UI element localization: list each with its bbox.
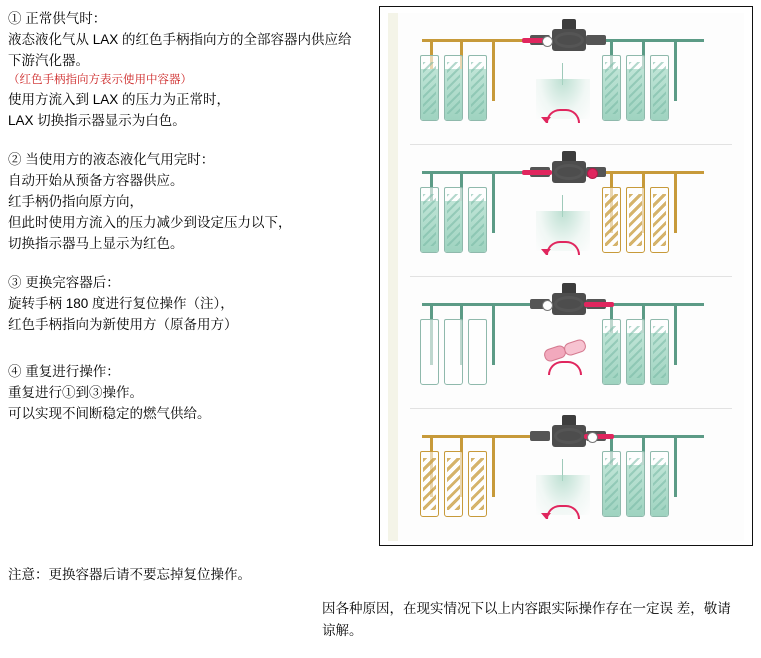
stage-4-right-riser-c: [674, 435, 677, 497]
cylinder: [650, 187, 669, 253]
disclaimer-text: 因各种原因，在现实情况下以上内容跟实际操作存在一定误 差，敬请谅解。: [322, 601, 731, 638]
cylinder: [444, 187, 463, 253]
step-2-line-2: 自动开始从预备方容器供应。: [8, 173, 184, 188]
step-2-line-1: ② 当使用方的液态液化气用完时：: [8, 152, 215, 167]
step-1-line-6: LAX 切换指示器显示为白色。: [8, 113, 186, 128]
cylinder: [468, 55, 487, 121]
stage-4-switching-valve[interactable]: [526, 415, 612, 459]
cylinder: [650, 55, 669, 121]
cylinder: [626, 451, 645, 517]
valve-handwheel-icon[interactable]: [554, 164, 584, 180]
step-3-line-1: ③ 更换完容器后：: [8, 275, 120, 290]
instruction-text-column: [8, 8, 368, 442]
cylinder: [420, 319, 439, 385]
stage-3-right-cylinder-bank: [602, 319, 669, 385]
step-2-line-4: 但此时使用方流入的压力减少到设定压力以下，: [8, 215, 292, 230]
stage-3-left-cylinder-bank: [420, 319, 487, 385]
step-3-block: [8, 272, 368, 335]
cylinder: [420, 55, 439, 121]
cylinder: [626, 55, 645, 121]
stage-1-left-header-pipe: [422, 39, 508, 42]
panel-left-margin-strip: [388, 13, 398, 541]
step-3-line-3: 红色手柄指向为新使用方（原备用方）: [8, 317, 238, 332]
caution-note: 注意：更换容器后请不要忘掉复位操作。: [8, 567, 251, 582]
step-1-line-5: 使用方流入到 LAX 的压力为正常时，: [8, 92, 231, 107]
cylinder: [420, 451, 439, 517]
stage-1-left-riser-c: [492, 39, 495, 101]
cylinder: [602, 319, 621, 385]
valve-handwheel-icon[interactable]: [554, 296, 584, 312]
cylinder: [602, 451, 621, 517]
step-1-line-3: 下游汽化器。: [8, 53, 89, 68]
cylinder: [650, 319, 669, 385]
diagram-canvas: [388, 13, 744, 541]
cylinder: [468, 187, 487, 253]
cylinder: [602, 187, 621, 253]
stage-3-left-header-pipe: [422, 303, 540, 306]
stage-1-reset-arrow-head-icon: [541, 117, 551, 123]
status-indicator: [587, 432, 598, 443]
stage-1-left-cylinder-bank: [420, 55, 487, 121]
step-2-line-3: 红手柄仍指向原方向，: [8, 194, 143, 209]
replacement-tank-icon: [563, 338, 588, 357]
step-1-line-1: ① 正常供气时：: [8, 11, 107, 26]
step-3-line-2: 旋转手柄 180 度进行复位操作（注），: [8, 296, 234, 311]
stage-1-right-cylinder-bank: [602, 55, 669, 121]
valve-left-port-icon: [530, 431, 550, 441]
stage-4-reset-arrow-head-icon: [541, 513, 551, 519]
stage-3: [398, 277, 744, 409]
cylinder: [468, 319, 487, 385]
cylinder: [626, 187, 645, 253]
stage-1-right-riser-c: [674, 39, 677, 101]
status-indicator: [542, 36, 553, 47]
stage-1: [398, 13, 744, 145]
cylinder: [444, 55, 463, 121]
cylinder: [650, 451, 669, 517]
valve-handwheel-icon[interactable]: [554, 32, 584, 48]
stage-2: [398, 145, 744, 277]
red-handle-icon[interactable]: [522, 170, 552, 175]
cylinder: [444, 451, 463, 517]
status-indicator: [542, 300, 553, 311]
status-indicator: [587, 168, 598, 179]
stage-2-left-riser-c: [492, 171, 495, 233]
stage-2-left-cylinder-bank: [420, 187, 487, 253]
cylinder: [420, 187, 439, 253]
stage-3-left-riser-c: [492, 303, 495, 365]
valve-right-port-icon: [586, 35, 606, 45]
step-4-line-2: 重复进行①到③操作。: [8, 385, 143, 400]
step-4-block: [8, 361, 368, 424]
cylinder: [626, 319, 645, 385]
step-2-line-5: 切换指示器马上显示为红色。: [8, 236, 184, 251]
stage-3-switching-valve[interactable]: [526, 283, 612, 327]
step-4-line-1: ④ 重复进行操作：: [8, 364, 120, 379]
stage-4-right-cylinder-bank: [602, 451, 669, 517]
stage-4-left-riser-c: [492, 435, 495, 497]
stage-4-left-header-pipe: [422, 435, 540, 438]
stage-2-switching-valve[interactable]: [526, 151, 612, 195]
stage-2-reset-arrow-head-icon: [541, 249, 551, 255]
stage-2-right-riser-c: [674, 171, 677, 233]
stage-1-switching-valve[interactable]: [526, 19, 612, 63]
step-1-line-4: （红色手柄指向方表示使用中容器）: [8, 74, 192, 86]
step-2-block: [8, 149, 368, 254]
stage-4-left-cylinder-bank: [420, 451, 487, 517]
cylinder: [444, 319, 463, 385]
cylinder: [468, 451, 487, 517]
cylinder-replacement-icon: [544, 339, 590, 361]
stage-4: [398, 409, 744, 541]
stage-3-rotate-arc-icon: [548, 361, 582, 375]
stage-2-right-cylinder-bank: [602, 187, 669, 253]
step-1-line-2: 液态液化气从 LAX 的红色手柄指向方的全部容器内供应给: [8, 32, 352, 47]
diagram-panel: [379, 6, 753, 546]
stage-3-right-riser-c: [674, 303, 677, 365]
step-1-block: [8, 8, 368, 131]
cylinder: [602, 55, 621, 121]
valve-handwheel-icon[interactable]: [554, 428, 584, 444]
step-4-line-3: 可以实现不间断稳定的燃气供给。: [8, 406, 211, 421]
red-handle-icon[interactable]: [584, 302, 614, 307]
